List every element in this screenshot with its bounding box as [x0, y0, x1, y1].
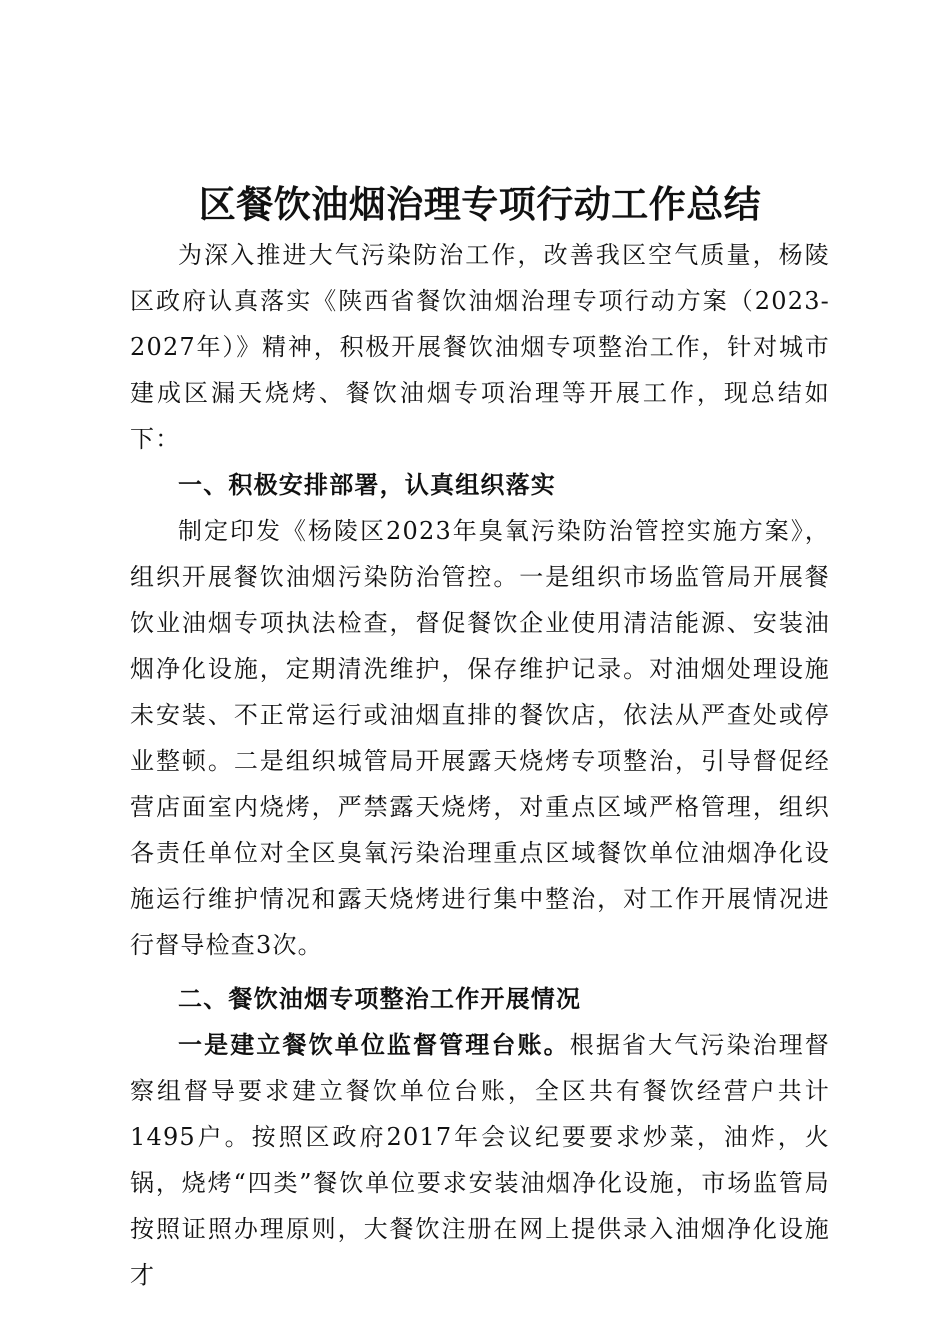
section-2-heading: 二、餐饮油烟专项整治工作开展情况 — [178, 985, 582, 1013]
section-1-heading: 一、积极安排部署，认真组织落实 — [178, 471, 556, 499]
section-2-body: 根据省大气污染治理督察组督导要求建立餐饮单位台账，全区共有餐饮经营户共计1495户。按照区政府2017年会议纪要要求炒菜，油炸，火锅，烧烤“四类”餐饮单位要求安装油烟净化设施，市场监管局按照证照办理原则，大餐饮注册在网上提供录入油烟净化设施才 — [130, 1031, 830, 1289]
section-1-paragraph: 制定印发《杨陵区2023年臭氧污染防治管控实施方案》，组织开展餐饮油烟污染防治管控。一是组织市场监管局开展餐饮业油烟专项执法检查，督促餐饮企业使用清洁能源、安装油烟净化设施，定期清洗维护，保存维护记录。对油烟处理设施未安装、不正常运行或油烟直排的餐饮店，依法从严查处或停业整顿。二是组织城管局开展露天烧烤专项整治，引导督促经营店面室内烧烤，严禁露天烧烤，对重点区域严格管理，组织各责任单位对全区臭氧污染治理重点区域餐饮单位油烟净化设施运行维护情况和露天烧烤进行集中整治，对工作开展情况进行督导检查3次。 — [130, 517, 830, 959]
intro-paragraph: 为深入推进大气污染防治工作，改善我区空气质量，杨陵区政府认真落实《陕西省餐饮油烟治理专项行动方案（2023-2027年）》精神，积极开展餐饮油烟专项整治工作，针对城市建成区漏天烧烤、餐饮油烟专项治理等开展工作，现总结如下： — [130, 241, 830, 453]
document-title: 区餐饮油烟治理专项行动工作总结 — [198, 182, 762, 226]
section-2-paragraph — [130, 1022, 830, 1298]
section-2-lead: 一是建立餐饮单位监督管理台账。 — [178, 1031, 570, 1059]
document-body — [130, 176, 830, 1298]
